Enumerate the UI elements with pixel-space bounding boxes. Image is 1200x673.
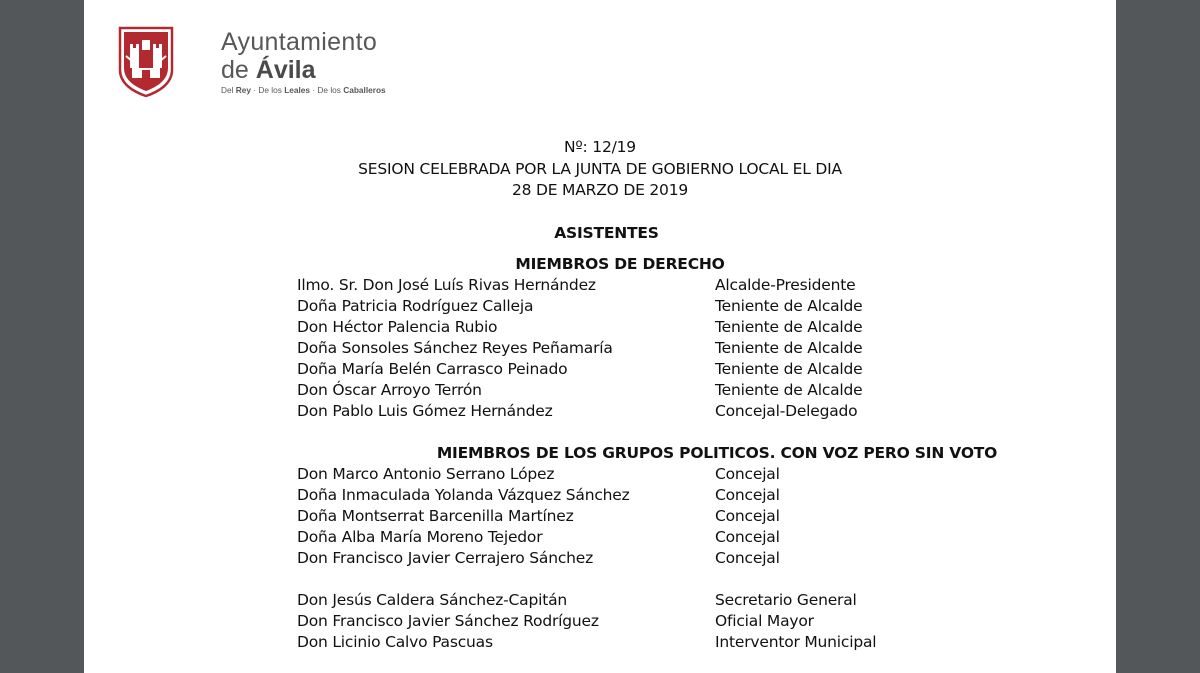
attendee-name: Doña María Belén Carrasco Peinado bbox=[297, 360, 568, 378]
session-title: SESION CELEBRADA POR LA JUNTA DE GOBIERNO LOCAL EL DIA bbox=[358, 160, 842, 178]
attendee-name: Don Óscar Arroyo Terrón bbox=[297, 381, 482, 399]
attendee-row bbox=[297, 528, 1097, 549]
attendee-row bbox=[297, 612, 1097, 633]
attendee-row bbox=[297, 381, 1097, 402]
attendee-role: Secretario General bbox=[715, 591, 857, 609]
attendee-name: Doña Montserrat Barcenilla Martínez bbox=[297, 507, 574, 525]
attendee-row bbox=[297, 507, 1097, 528]
attendee-row bbox=[297, 297, 1097, 318]
logo-title-line1: Ayuntamiento bbox=[221, 28, 378, 56]
attendee-row bbox=[297, 486, 1097, 507]
attendee-row bbox=[297, 465, 1097, 486]
attendee-role: Teniente de Alcalde bbox=[715, 339, 863, 357]
attendee-name: Doña Alba María Moreno Tejedor bbox=[297, 528, 543, 546]
session-date: 28 DE MARZO DE 2019 bbox=[511, 181, 689, 199]
members-by-right-heading: MIEMBROS DE DERECHO bbox=[515, 255, 725, 273]
attendee-name: Don Pablo Luis Gómez Hernández bbox=[297, 402, 553, 420]
attendee-row bbox=[297, 318, 1097, 339]
attendee-role: Teniente de Alcalde bbox=[715, 297, 863, 315]
attendee-role: Teniente de Alcalde bbox=[715, 381, 863, 399]
attendee-role: Concejal bbox=[715, 486, 780, 504]
attendee-name: Don Héctor Palencia Rubio bbox=[297, 318, 498, 336]
attendee-row bbox=[297, 633, 1097, 654]
attendee-role: Concejal bbox=[715, 549, 780, 567]
attendee-name: Don Francisco Javier Cerrajero Sánchez bbox=[297, 549, 594, 567]
attendees-heading: ASISTENTES bbox=[554, 224, 659, 242]
attendee-name: Ilmo. Sr. Don José Luís Rivas Hernández bbox=[297, 276, 596, 294]
attendee-name: Don Licinio Calvo Pascuas bbox=[297, 633, 493, 651]
attendee-name: Don Francisco Javier Sánchez Rodríguez bbox=[297, 612, 599, 630]
ayuntamiento-logo bbox=[118, 26, 386, 100]
session-number: Nº: 12/19 bbox=[564, 138, 636, 156]
attendee-role: Concejal-Delegado bbox=[715, 402, 858, 420]
attendee-row bbox=[297, 549, 1097, 570]
attendee-role: Oficial Mayor bbox=[715, 612, 814, 630]
attendee-role: Interventor Municipal bbox=[715, 633, 877, 651]
attendee-role: Alcalde-Presidente bbox=[715, 276, 856, 294]
city-shield-icon bbox=[118, 26, 174, 98]
attendee-role: Teniente de Alcalde bbox=[715, 360, 863, 378]
logo-title-line2: de Ávila bbox=[221, 56, 316, 84]
attendee-name: Don Marco Antonio Serrano López bbox=[297, 465, 555, 483]
attendee-name: Doña Sonsoles Sánchez Reyes Peñamaría bbox=[297, 339, 613, 357]
attendee-name: Doña Patricia Rodríguez Calleja bbox=[297, 297, 534, 315]
political-groups-heading: MIEMBROS DE LOS GRUPOS POLITICOS. CON VOZ PERO SIN VOTO bbox=[436, 444, 998, 462]
attendee-row bbox=[297, 360, 1097, 381]
attendee-name: Don Jesús Caldera Sánchez-Capitán bbox=[297, 591, 568, 609]
attendee-role: Teniente de Alcalde bbox=[715, 318, 863, 336]
attendee-name: Doña Inmaculada Yolanda Vázquez Sánchez bbox=[297, 486, 630, 504]
attendee-row bbox=[297, 402, 1097, 423]
attendee-row bbox=[297, 339, 1097, 360]
attendee-row bbox=[297, 591, 1097, 612]
attendee-role: Concejal bbox=[715, 507, 780, 525]
attendee-row bbox=[297, 276, 1097, 297]
attendee-role: Concejal bbox=[715, 528, 780, 546]
logo-motto: Del Rey · De los Leales · De los Caballeros bbox=[221, 85, 386, 95]
attendee-role: Concejal bbox=[715, 465, 780, 483]
document-page bbox=[84, 0, 1116, 673]
